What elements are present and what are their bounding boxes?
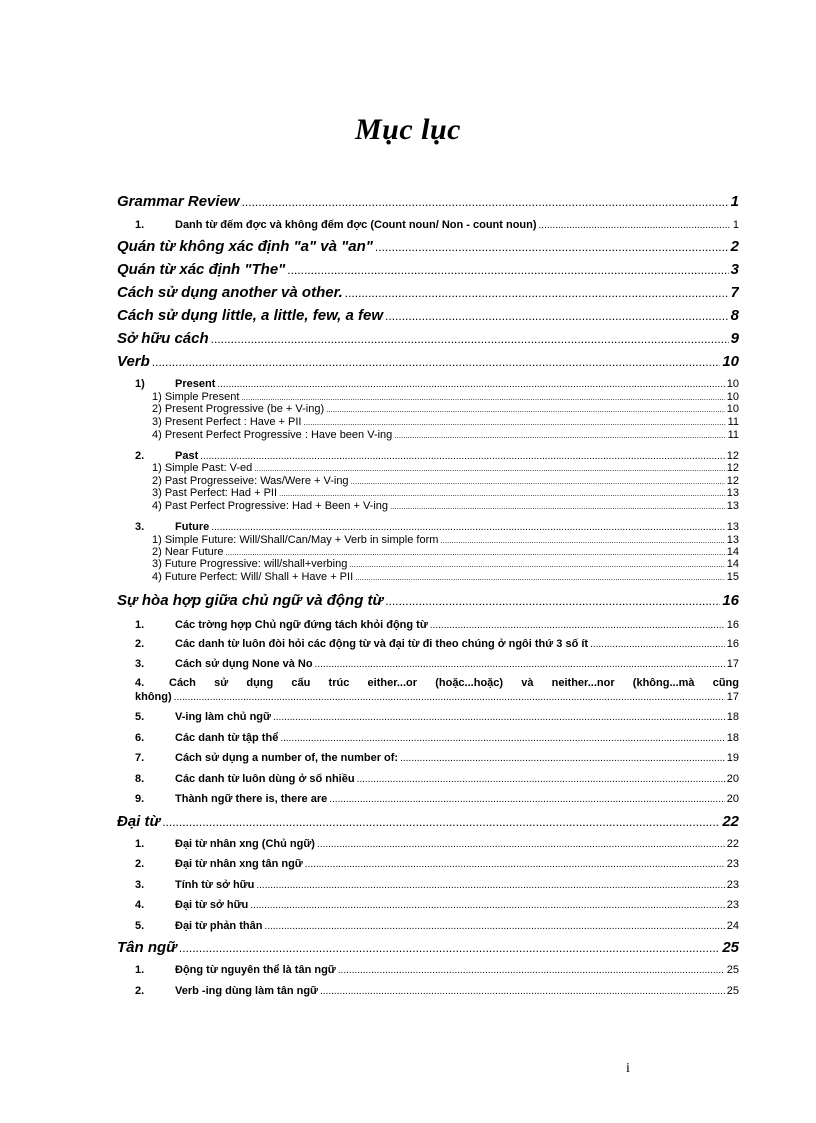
toc-entry-number: 7.: [135, 752, 145, 764]
leader-dots: [254, 464, 724, 473]
toc-entry-label: Thành ngữ there is, there are: [175, 793, 328, 805]
toc-entry-page: 13: [726, 534, 739, 546]
toc-entry-label: Sự hòa hợp giữa chủ ngữ và động từ: [117, 592, 384, 609]
toc-entry-label: 3) Future Progressive: will/shall+verbing: [152, 558, 348, 570]
toc-entry-number: 6.: [135, 732, 145, 744]
leader-dots: [357, 774, 725, 785]
toc-entry-count-noun[interactable]: [135, 219, 739, 231]
page-number: i: [626, 1061, 630, 1076]
leader-dots: [430, 620, 725, 631]
toc-entry-label: Grammar Review: [117, 193, 240, 210]
toc-entry-number-of[interactable]: [135, 752, 739, 764]
toc-entry-number: 5.: [135, 920, 145, 932]
toc-entry-page: 24: [726, 920, 739, 932]
toc-entry-number: 1.: [135, 219, 145, 231]
toc-entry-page: 17: [726, 658, 739, 670]
toc-entry-near-future[interactable]: [152, 546, 739, 558]
leader-dots: [390, 502, 725, 511]
leader-dots: [315, 659, 725, 670]
toc-entry-page: 10: [726, 391, 739, 403]
toc-entry-dai-tu-phan-than[interactable]: [135, 920, 739, 932]
leader-dots: [351, 477, 725, 486]
toc-entry-label: Tân ngữ: [117, 939, 177, 956]
toc-entry-number: 1.: [135, 838, 145, 850]
toc-entry-simple-present[interactable]: [152, 391, 739, 403]
toc-entry-number: 2.: [135, 638, 145, 650]
toc-entry-page: 16: [726, 619, 739, 631]
toc-entry-dong-tu-nguyen-the[interactable]: [135, 964, 739, 976]
toc-entry-label: Present: [175, 378, 216, 390]
toc-entry-dai-tu-nhan-xung-chu[interactable]: [135, 838, 739, 850]
leader-dots: [211, 522, 725, 533]
page-title: Mục lục: [354, 113, 461, 146]
toc-entry-number: 1.: [135, 964, 145, 976]
toc-entry-label: Động từ nguyên thể là tân ngữ: [175, 964, 336, 976]
toc-entry-number: 2.: [135, 858, 145, 870]
toc-entry-number: 2.: [135, 985, 145, 997]
toc-entry-number: 3.: [135, 658, 145, 670]
toc-entry-page: 13: [726, 487, 739, 499]
leader-dots: [338, 965, 725, 976]
leader-dots: [355, 573, 725, 582]
toc-entry-either-neither[interactable]: [135, 677, 739, 703]
toc-entry-label: Đại từ: [117, 813, 161, 830]
toc-entry-grammar-review[interactable]: [117, 193, 739, 210]
leader-dots: [152, 355, 721, 369]
toc-entry-simple-past[interactable]: [152, 462, 739, 474]
toc-entry-label: 3) Past Perfect: Had + PII: [152, 487, 278, 499]
toc-entry-page: 25: [726, 985, 739, 997]
toc-entry-label: Cách sử dụng cấu trúc either...or (hoặc...hoặc) và neither...nor (không...mà cũng: [169, 677, 739, 689]
toc-entry-page: 17: [726, 691, 739, 703]
leader-dots: [303, 418, 725, 427]
toc-entry-page: 13: [726, 521, 739, 533]
leader-dots: [320, 986, 725, 997]
toc-entry-present-perfect-progressive[interactable]: [152, 429, 739, 441]
toc-entry-label: Tính từ sở hữu: [175, 879, 255, 891]
toc-entry-page: 10: [726, 378, 739, 390]
leader-dots: [375, 240, 729, 254]
toc-entry-label-continued: không): [135, 691, 172, 703]
toc-entry-label: V-ing làm chủ ngữ: [175, 711, 271, 723]
toc-entry-hop-chu-ngu[interactable]: [135, 619, 739, 631]
toc-entry-number: 5.: [135, 711, 145, 723]
toc-entry-number: 1.: [135, 619, 145, 631]
toc-entry-label: 1) Simple Present: [152, 391, 240, 403]
toc-entry-page: 10: [722, 353, 739, 370]
toc-entry-danh-tu-tap-the[interactable]: [135, 732, 739, 744]
toc-entry-label: Quán từ xác định "The": [117, 261, 286, 278]
toc-entry-page: 1: [730, 193, 739, 210]
toc-entry-past[interactable]: [135, 450, 739, 462]
toc-entry-page: 3: [730, 261, 739, 278]
toc-entry-page: 14: [726, 558, 739, 570]
toc-entry-label: 4) Present Perfect Progressive : Have been V-ing: [152, 429, 393, 441]
leader-dots: [174, 692, 725, 703]
leader-dots: [242, 195, 729, 209]
toc-entry-danh-tu-luon[interactable]: [135, 638, 739, 650]
toc-entry-page: 10: [726, 403, 739, 415]
toc-entry-page: 13: [726, 500, 739, 512]
leader-dots: [250, 900, 724, 911]
toc-entry-label: Đại từ sở hữu: [175, 899, 249, 911]
toc-entry-page: 20: [726, 793, 739, 805]
toc-entry-simple-future[interactable]: [152, 534, 739, 546]
toc-entry-none-no[interactable]: [135, 658, 739, 670]
toc-entry-label: 2) Past Progresseive: Was/Were + V-ing: [152, 475, 349, 487]
toc-entry-label: Đại từ nhân xng (Chủ ngữ): [175, 838, 315, 850]
toc-entry-label: 4) Past Perfect Progressive: Had + Been + V-ing: [152, 500, 389, 512]
leader-dots: [349, 560, 724, 569]
toc-entry-present-perfect[interactable]: [152, 416, 739, 428]
toc-entry-page: 7: [730, 284, 739, 301]
leader-dots: [385, 594, 720, 608]
leader-dots: [287, 263, 728, 277]
toc-entry-page: 18: [726, 732, 739, 744]
leader-dots: [280, 733, 724, 744]
toc-entry-dai-tu-nhan-xung-tan[interactable]: [135, 858, 739, 870]
toc-entry-label: 4) Future Perfect: Will/ Shall + Have + PII: [152, 571, 354, 583]
toc-entry-little-few[interactable]: [117, 307, 739, 324]
toc-entry-number: 3.: [135, 879, 145, 891]
toc-entry-label: 2) Near Future: [152, 546, 224, 558]
toc-entry-number: 3.: [135, 521, 145, 533]
toc-entry-label: Cách sử dụng None và No: [175, 658, 313, 670]
toc-entry-label: 3) Present Perfect : Have + PII: [152, 416, 302, 428]
leader-dots: [440, 536, 724, 545]
toc-entry-page: 23: [726, 899, 739, 911]
toc-entry-page: 2: [730, 238, 739, 255]
toc-entry-page: 11: [727, 429, 739, 441]
toc-entry-page: 1: [732, 219, 739, 231]
leader-dots: [211, 332, 729, 346]
toc-entry-dai-tu-so-huu[interactable]: [135, 899, 739, 911]
toc-entry-page: 18: [726, 711, 739, 723]
toc-entry-number: 4.: [135, 899, 145, 911]
toc-entry-tan-ngu[interactable]: [117, 939, 739, 956]
toc-entry-label: Verb -ing dùng làm tân ngữ: [175, 985, 319, 997]
toc-entry-page: 14: [726, 546, 739, 558]
toc-entry-page: 23: [726, 879, 739, 891]
leader-dots: [385, 309, 729, 323]
toc-entry-label: Verb: [117, 353, 150, 370]
toc-entry-page: 20: [726, 773, 739, 785]
toc-entry-tinh-tu-so-huu[interactable]: [135, 879, 739, 891]
leader-dots: [226, 548, 725, 557]
toc-entry-label: Đại từ nhân xng tân ngữ: [175, 858, 303, 870]
toc-entry-label: Cách sử dụng little, a little, few, a few: [117, 307, 384, 324]
toc-entry-quan-tu-a-an[interactable]: [117, 238, 739, 255]
toc-entry-number: 2.: [135, 450, 145, 462]
leader-dots: [539, 220, 731, 231]
toc-entry-su-hoa-hop[interactable]: [117, 592, 739, 609]
leader-dots: [329, 794, 725, 805]
leader-dots: [326, 405, 725, 414]
leader-dots: [279, 489, 725, 498]
toc-entry-future-perfect[interactable]: [152, 571, 739, 583]
toc-entry-number: 1): [135, 378, 145, 390]
leader-dots: [200, 451, 725, 462]
toc-entry-page: 12: [726, 450, 739, 462]
toc-entry-page: 9: [730, 330, 739, 347]
toc-entry-label: Các trờng hợp Chủ ngữ đứng tách khỏi động từ: [175, 619, 428, 631]
toc-entry-page: 22: [726, 838, 739, 850]
leader-dots: [394, 431, 725, 440]
toc-entry-number: 9.: [135, 793, 145, 805]
toc-entry-number: 8.: [135, 773, 145, 785]
toc-entry-so-huu-cach[interactable]: [117, 330, 739, 347]
toc-entry-label: Cách sử dụng another và other.: [117, 284, 343, 301]
toc-entry-page: 16: [726, 638, 739, 650]
toc-entry-present[interactable]: [135, 378, 739, 390]
leader-dots: [305, 859, 725, 870]
toc-entry-so-nhieu[interactable]: [135, 773, 739, 785]
leader-dots: [273, 712, 725, 723]
toc-entry-page: 12: [726, 475, 739, 487]
toc-entry-label: Các danh từ luôn đòi hỏi các động từ và đại từ đi theo chúng ở ngôi thứ 3 số ít: [175, 638, 589, 650]
toc-entry-past-perfect[interactable]: [152, 487, 739, 499]
toc-entry-label: Quán từ không xác định "a" và "an": [117, 238, 373, 255]
toc-entry-quan-tu-the[interactable]: [117, 261, 739, 278]
leader-dots: [217, 379, 724, 390]
leader-dots: [317, 839, 725, 850]
toc-entry-label: Past: [175, 450, 199, 462]
toc-entry-label: 1) Simple Past: V-ed: [152, 462, 253, 474]
toc-entry-dai-tu[interactable]: [117, 813, 739, 830]
toc-entry-label: Đại từ phản thân: [175, 920, 263, 932]
toc-entry-past-progressive[interactable]: [152, 475, 739, 487]
leader-dots: [162, 815, 720, 829]
toc-entry-present-progressive[interactable]: [152, 403, 739, 415]
toc-entry-page: 25: [726, 964, 739, 976]
toc-entry-page: 19: [726, 752, 739, 764]
toc-entry-page: 23: [726, 858, 739, 870]
toc-entry-page: 15: [726, 571, 739, 583]
toc-entry-label: Future: [175, 521, 210, 533]
toc-entry-label: Các danh từ tập thể: [175, 732, 279, 744]
toc-entry-label: 2) Present Progressive (be + V-ing): [152, 403, 325, 415]
toc-entry-number: 4.: [135, 677, 145, 689]
toc-entry-label: Sở hữu cách: [117, 330, 209, 347]
toc-entry-verb[interactable]: [117, 353, 739, 370]
toc-entry-verb-ing-tan-ngu[interactable]: [135, 985, 739, 997]
toc-entry-page: 12: [726, 462, 739, 474]
toc-entry-ving-chu-ngu[interactable]: [135, 711, 739, 723]
toc-entry-page: 16: [722, 592, 739, 609]
toc-entry-page: 25: [722, 939, 739, 956]
toc-entry-past-perfect-progressive[interactable]: [152, 500, 739, 512]
toc-entry-page: 11: [727, 416, 739, 428]
leader-dots: [264, 921, 724, 932]
leader-dots: [241, 393, 724, 402]
leader-dots: [256, 880, 724, 891]
toc-entry-label: Cách sử dụng a number of, the number of:: [175, 752, 399, 764]
toc-entry-label: Các danh từ luôn dùng ở số nhiều: [175, 773, 355, 785]
toc-entry-future[interactable]: [135, 521, 739, 533]
toc-entry-label: 1) Simple Future: Will/Shall/Can/May + Verb in simple form: [152, 534, 439, 546]
toc-entry-another-other[interactable]: [117, 284, 739, 301]
toc-entry-label: Danh từ đếm đợc và không đếm đợc (Count noun/ Non - count noun): [175, 219, 537, 231]
leader-dots: [590, 639, 725, 650]
toc-entry-page: 8: [730, 307, 739, 324]
leader-dots: [179, 941, 720, 955]
toc-entry-future-progressive[interactable]: [152, 558, 739, 570]
leader-dots: [400, 753, 725, 764]
toc-entry-there-is[interactable]: [135, 793, 739, 805]
toc-entry-page: 22: [722, 813, 739, 830]
leader-dots: [345, 286, 729, 300]
